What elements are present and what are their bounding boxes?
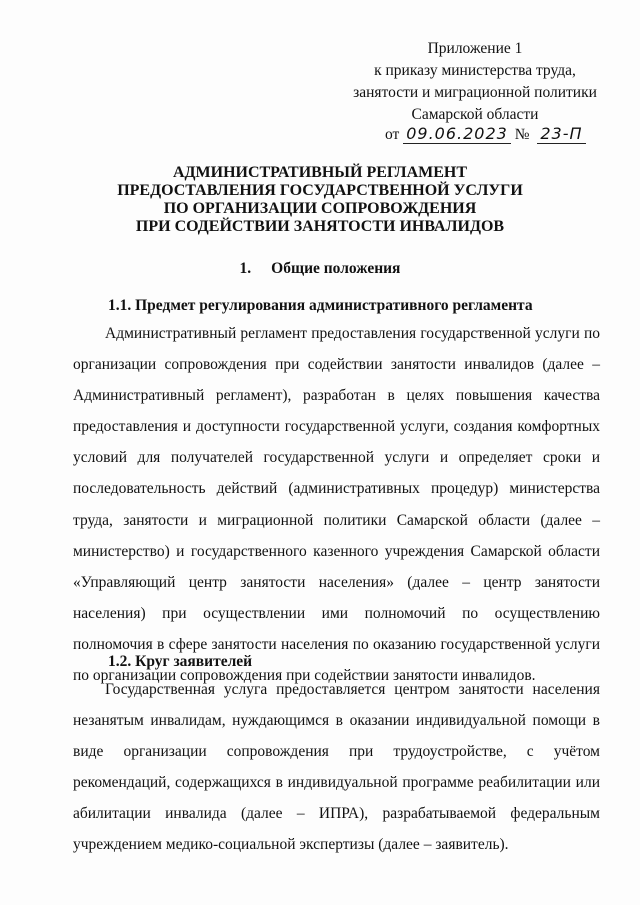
subsection-heading-1-2: 1.2. Круг заявителей [108, 653, 253, 670]
section-title-text: Общие положения [271, 260, 401, 277]
document-title [80, 164, 560, 236]
appendix-line-2: к приказу министерства труда, [374, 62, 576, 79]
subsection-heading-1-1: 1.1. Предмет регулирования административного регламента [108, 297, 533, 314]
appendix-line-4: Самарской области [411, 106, 539, 123]
title-line-4: ПРИ СОДЕЙСТВИИ ЗАНЯТОСТИ ИНВАЛИДОВ [135, 218, 505, 235]
subsection-1-1-paragraph: Административный регламент предоставления государственной услуги по организации сопровождения при содействии занятости инвалидов (далее – Административный регламент), разработан в целях повышения качества предоставления и доступности государственной услуги, создания комфортных условий для получателей государственной услуги и определяет сроки и последовательность действий (административных процедур) министерства труда, занятости и миграционной политики Самарской области (далее – министерство) и государственного казенного учреждения Самарской области «Управляющий центр занятости населения» (далее – центр занятости населения) при осуществлении ими полномочий по осуществлению полномочия в сфере занятости населения по оказанию государственной услуги по организации сопровождения при содействии занятости инвалидов. [73, 325, 600, 685]
section-number: 1. [239, 260, 252, 277]
order-reference [385, 124, 586, 144]
order-number: 23-П [537, 124, 585, 144]
appendix-line-1: Приложение 1 [427, 40, 523, 57]
section-heading [0, 260, 640, 278]
appendix-line-3: занятости и миграционной политики [353, 84, 597, 101]
title-line-3: ПО ОРГАНИЗАЦИИ СОПРОВОЖДЕНИЯ [163, 200, 477, 217]
order-prefix: от [385, 126, 400, 143]
title-line-2: ПРЕДОСТАВЛЕНИЯ ГОСУДАРСТВЕННОЙ УСЛУГИ [117, 182, 523, 199]
order-number-sign: № [514, 126, 530, 143]
title-line-1: АДМИНИСТРАТИВНЫЙ РЕГЛАМЕНТ [172, 164, 468, 181]
appendix-header [350, 38, 600, 126]
order-date: 09.06.2023 [403, 124, 511, 144]
subsection-1-2-paragraph: Государственная услуга предоставляется центром занятости населения незанятым инвалидам, нуждающимся в оказании индивидуальной помощи в виде организации сопровождения при трудоустройстве, с учётом рекомендаций, содержащихся в индивидуальной программе реабилитации или абилитации инвалида (далее – ИПРА), разрабатываемой федеральным учреждением медико-социальной экспертизы (далее – заявитель). [73, 681, 600, 854]
